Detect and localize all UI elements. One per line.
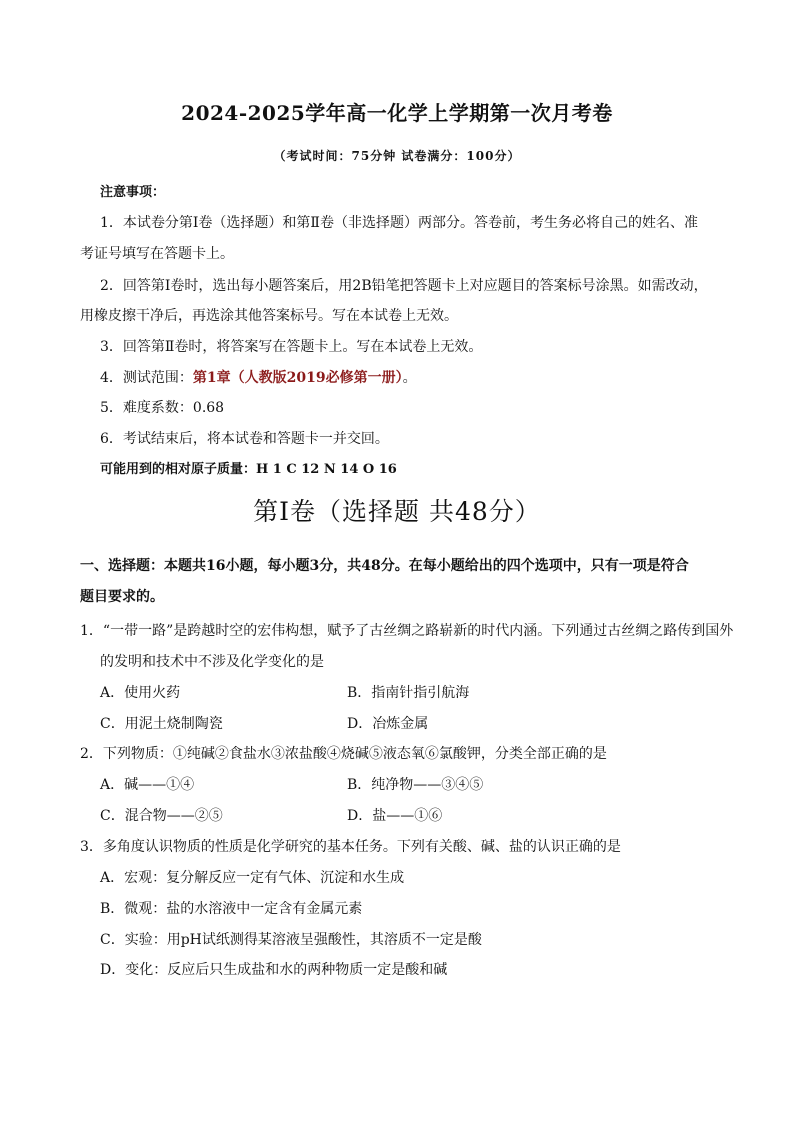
question-2-option-d: D．盐——①⑥ — [347, 808, 443, 824]
notice-item-3: 3．回答第Ⅱ卷时，将答案写在答题卡上。写在本试卷上无效。 — [100, 339, 483, 355]
question-2-option-a: A．碱——①④ — [100, 777, 195, 793]
notice-item-1-cont: 考证号填写在答题卡上。 — [80, 246, 234, 262]
question-3-option-a: A．宏观：复分解反应一定有气体、沉淀和水生成 — [100, 870, 405, 886]
notice-item-4-suffix: 。 — [402, 370, 417, 386]
notice-item-6: 6．考试结束后，将本试卷和答题卡一并交回。 — [100, 431, 389, 447]
test-scope: 第1章（人教版2019必修第一册） — [192, 370, 403, 386]
section-title: 第Ⅰ卷（选择题 共48分） — [253, 497, 541, 526]
question-1-stem-cont: 的发明和技术中不涉及化学变化的是 — [100, 654, 324, 670]
question-3-option-d: D．变化：反应后只生成盐和水的两种物质一定是酸和碱 — [100, 962, 448, 978]
question-1-option-c: C．用泥土烧制陶瓷 — [100, 716, 223, 732]
section-instruction-cont: 题目要求的。 — [80, 589, 164, 605]
notice-item-2: 2．回答第Ⅰ卷时，选出每小题答案后，用2B铅笔把答题卡上对应题目的答案标号涂黑。如需改动， — [100, 278, 708, 294]
question-1-stem: 1．“一带一路”是跨越时空的宏伟构想，赋予了古丝绸之路崭新的时代内涵。下列通过古丝绸之路传到国外 — [80, 623, 734, 639]
question-3-option-c: C．实验：用pH试纸测得某溶液呈强酸性，其溶质不一定是酸 — [100, 932, 482, 948]
question-1-option-a: A．使用火药 — [100, 685, 181, 701]
question-2-option-b: B．纯净物——③④⑤ — [347, 777, 484, 793]
notice-item-4-prefix: 4．测试范围： — [100, 370, 193, 386]
atomic-masses: 可能用到的相对原子质量：H 1 C 12 N 14 O 16 — [100, 462, 397, 477]
notice-item-2-cont: 用橡皮擦干净后，再选涂其他答案标号。写在本试卷上无效。 — [80, 308, 458, 324]
question-3-option-b: B．微观：盐的水溶液中一定含有金属元素 — [100, 901, 363, 917]
question-1-option-d: D．冶炼金属 — [347, 716, 429, 732]
question-2-stem: 2．下列物质：①纯碱②食盐水③浓盐酸④烧碱⑤液态氧⑥氯酸钾，分类全部正确的是 — [80, 746, 607, 762]
page-title: 2024-2025学年高一化学上学期第一次月考卷 — [181, 101, 613, 125]
notice-item-1: 1．本试卷分第Ⅰ卷（选择题）和第Ⅱ卷（非选择题）两部分。答卷前，考生务必将自己的姓名、准 — [100, 215, 698, 231]
question-2-option-c: C．混合物——②⑤ — [100, 808, 223, 824]
notice-item-5: 5．难度系数：0.68 — [100, 400, 225, 416]
notice-item-4 — [100, 368, 720, 388]
question-1-option-b: B．指南针指引航海 — [347, 685, 470, 701]
exam-info: （考试时间：75分钟 试卷满分：100分） — [273, 149, 521, 163]
notice-heading: 注意事项： — [100, 185, 166, 200]
question-3-stem: 3．多角度认识物质的性质是化学研究的基本任务。下列有关酸、碱、盐的认识正确的是 — [80, 839, 621, 855]
section-instruction: 一、选择题：本题共16小题，每小题3分，共48分。在每小题给出的四个选项中，只有一项是符合 — [80, 558, 689, 574]
